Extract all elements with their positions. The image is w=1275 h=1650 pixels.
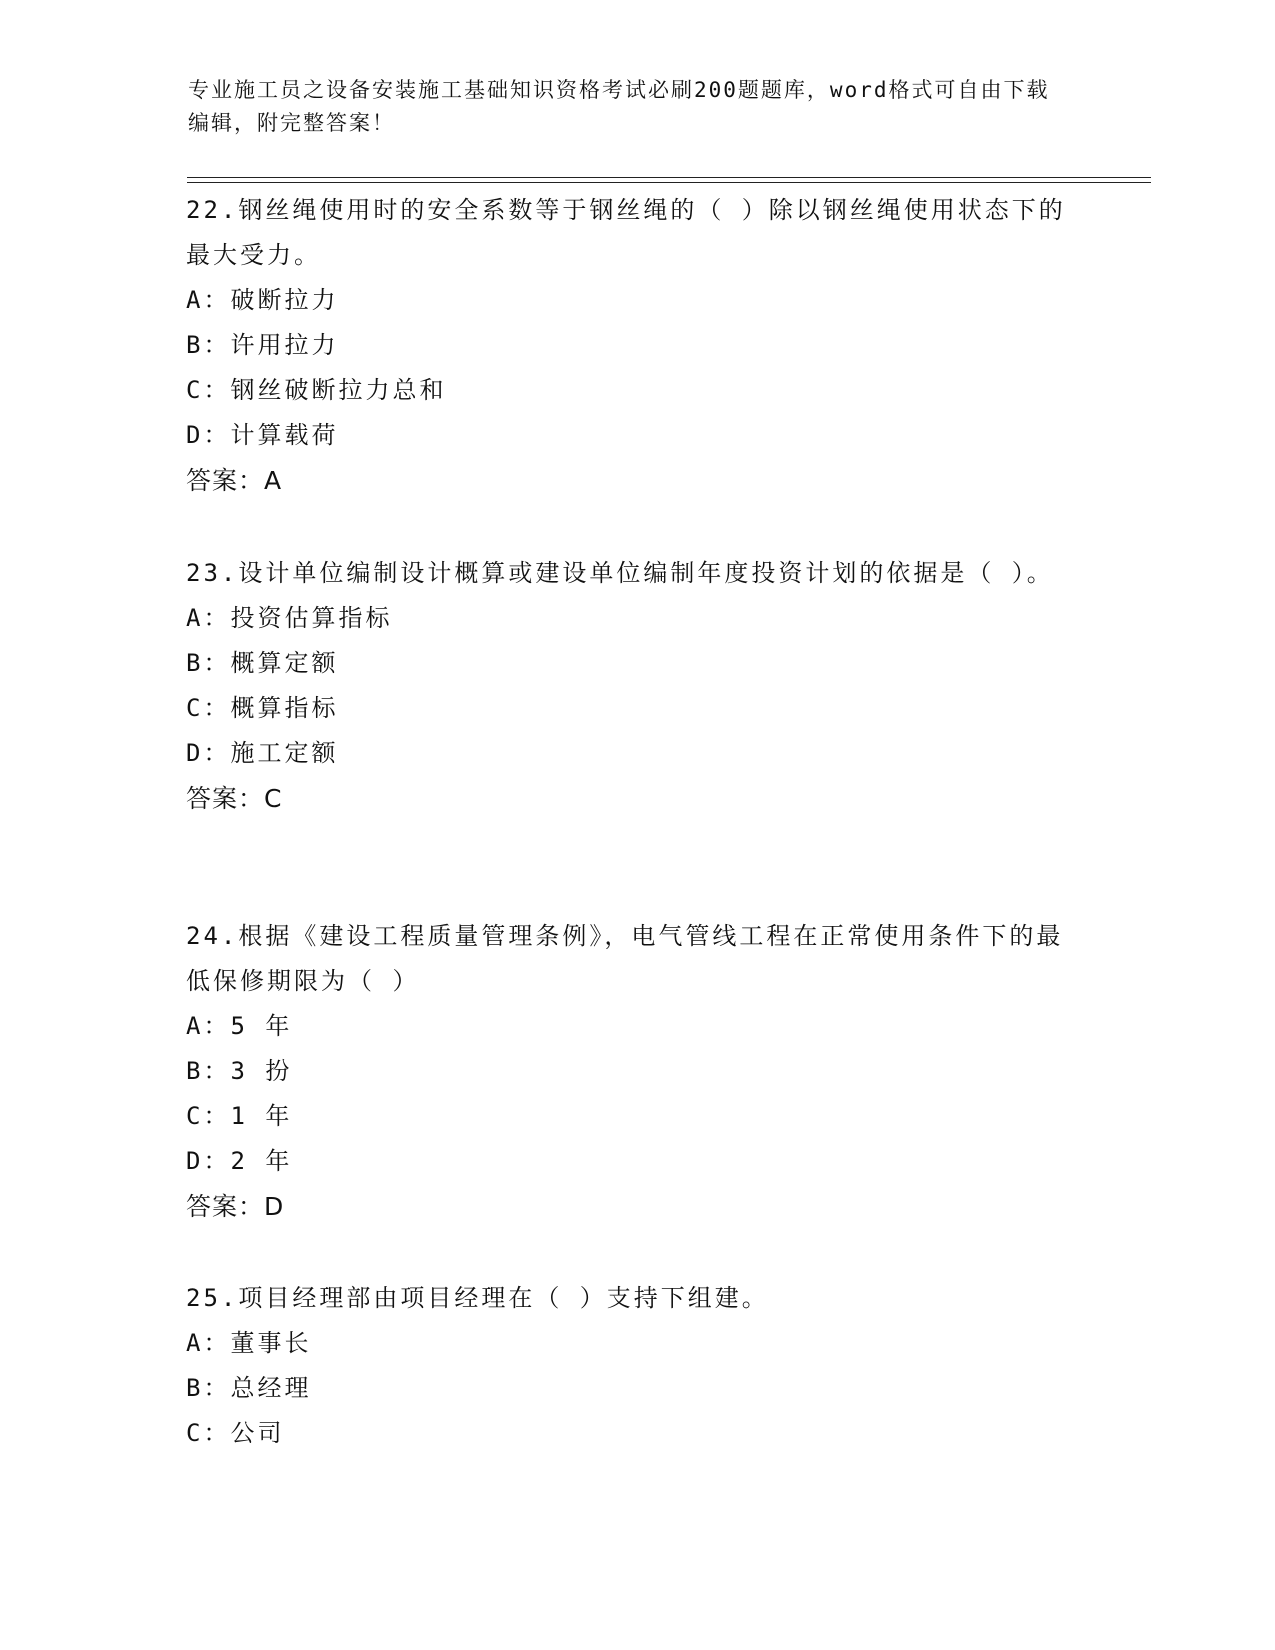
option-a: A：5 年 [186, 1012, 293, 1040]
question-25 [186, 1276, 1086, 1456]
option-b: B：许用拉力 [186, 331, 339, 359]
option-c: C：公司 [186, 1419, 285, 1447]
question-22 [186, 188, 1086, 503]
option-b: B：概算定额 [186, 649, 339, 677]
question-stem: 22.钢丝绳使用时的安全系数等于钢丝绳的（ ）除以钢丝绳使用状态下的最大受力。 [186, 196, 1066, 269]
option-b: B：3 扮 [186, 1057, 293, 1085]
option-a: A：投资估算指标 [186, 604, 393, 632]
option-c: C：1 年 [186, 1102, 293, 1130]
option-a: A：董事长 [186, 1329, 312, 1357]
question-stem: 25.项目经理部由项目经理在（ ）支持下组建。 [186, 1284, 769, 1312]
option-d: D：2 年 [186, 1147, 293, 1175]
document-header: 专业施工员之设备安装施工基础知识资格考试必刷200题题库，word格式可自由下载编辑，附完整答案！ [188, 78, 1050, 135]
option-d: D：施工定额 [186, 739, 339, 767]
option-b: B：总经理 [186, 1374, 312, 1402]
question-23 [186, 551, 1086, 821]
option-d: D：计算载荷 [186, 421, 339, 449]
question-stem: 24.根据《建设工程质量管理条例》，电气管线工程在正常使用条件下的最低保修期限为（ ） [186, 922, 1064, 995]
answer: 答案：C [186, 784, 283, 813]
option-c: C：概算指标 [186, 694, 339, 722]
answer: 答案：D [186, 1192, 285, 1221]
answer: 答案：A [186, 466, 283, 495]
header-divider-bottom [187, 182, 1151, 183]
header-divider-top [187, 177, 1151, 178]
option-a: A：破断拉力 [186, 286, 339, 314]
question-stem: 23.设计单位编制设计概算或建设单位编制年度投资计划的依据是（ ）。 [186, 559, 1054, 587]
question-24 [186, 914, 1086, 1229]
option-c: C：钢丝破断拉力总和 [186, 376, 447, 404]
